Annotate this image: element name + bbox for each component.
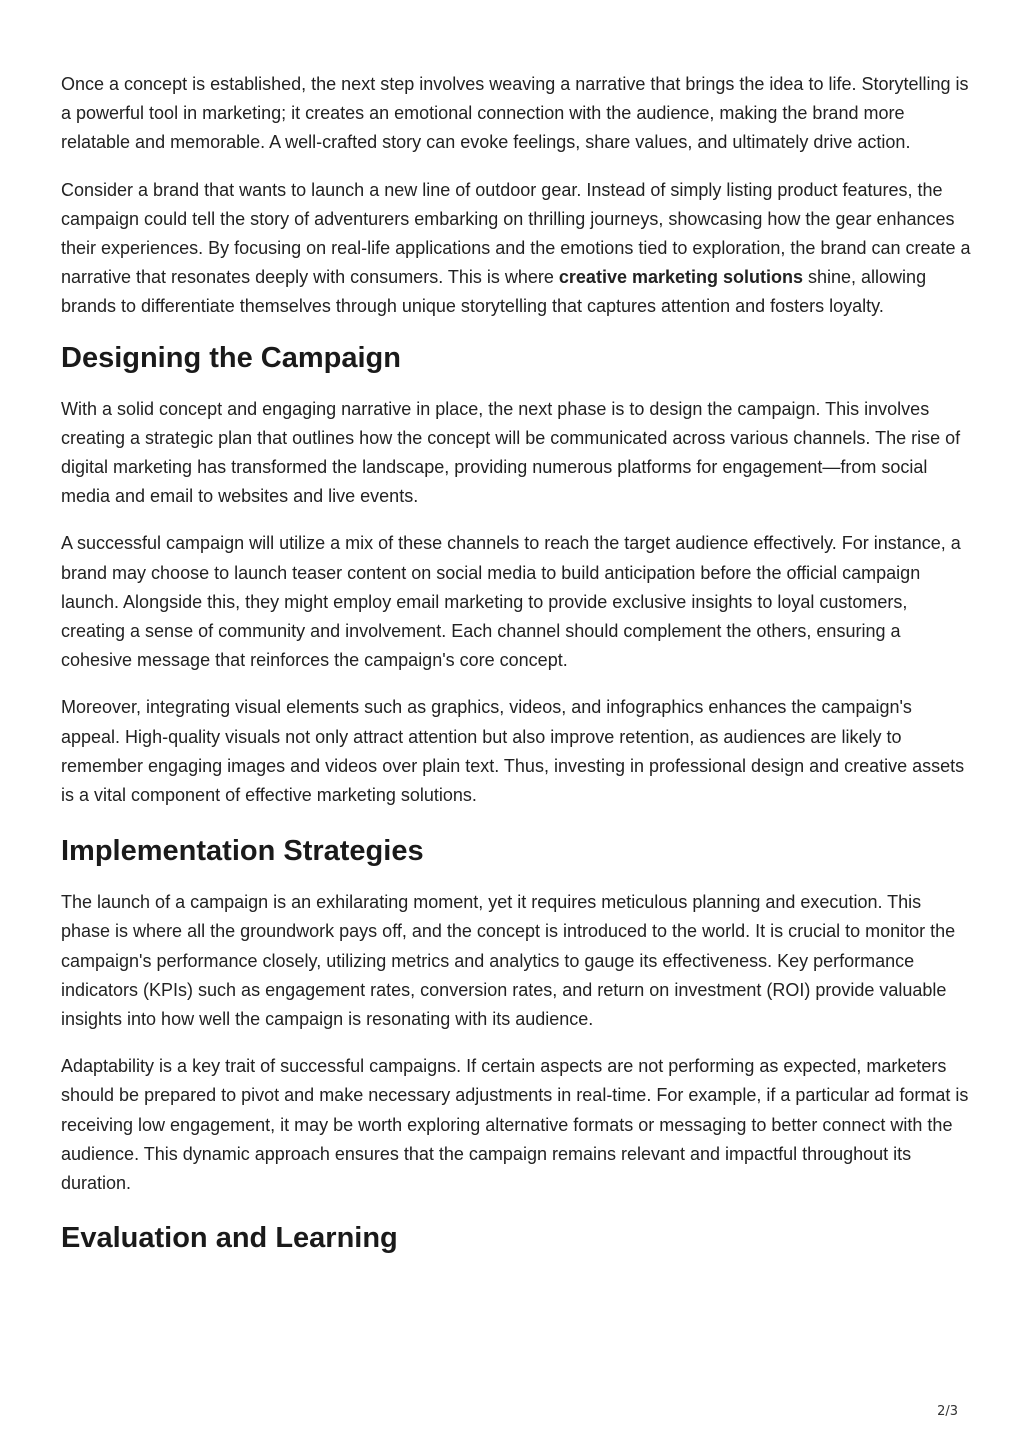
paragraph-visual-elements: Moreover, integrating visual elements such as graphics, videos, and infographics enhances the campaign's appeal. High-quality visuals not only attract attention but also improve retention, as audiences are likely to remember engaging images and videos over plain text. Thus, investing in professional design and creative assets is a vital component of effective marketing solutions. (61, 697, 965, 806)
paragraph-launch: The launch of a campaign is an exhilarating moment, yet it requires meticulous planning and execution. This phase is where all the groundwork pays off, and the concept is introduced to the world. It is crucial to monitor the campaign's performance closely, utilizing metrics and analytics to gauge its effectiveness. Key performance indicators (KPIs) such as engagement rates, conversion rates, and return on investment (ROI) provide valuable insights into how well the campaign is resonating with its audience. (61, 892, 956, 1030)
paragraph-outdoor-gear-example (61, 176, 971, 322)
paragraph-text: shine, allowing brands to differentiate themselves through unique storytelling that captures attention and fosters loyalty. (61, 267, 927, 317)
heading-implementation-strategies: Implementation Strategies (61, 835, 424, 868)
heading-evaluation-and-learning: Evaluation and Learning (61, 1222, 398, 1255)
page-number: 2/3 (937, 1404, 958, 1419)
paragraph-text: Consider a brand that wants to launch a new line of outdoor gear. Instead of simply listing product features, the campaign could tell the story of adventurers embarking on thrilling journeys, showcasing how the gear enhances their experiences. By focusing on real-life applications and the emotions tied to exploration, the brand can create a narrative that resonates deeply with consumers. This is where (61, 179, 971, 288)
heading-designing-the-campaign: Designing the Campaign (61, 341, 401, 374)
bold-phrase: creative marketing solutions (558, 267, 803, 288)
paragraph-storytelling: Once a concept is established, the next step involves weaving a narrative that brings the idea to life. Storytelling is a powerful tool in marketing; it creates an emotional connection with the audience, making the brand more relatable and memorable. A well-crafted story can evoke feelings, share values, and ultimately drive action. (61, 74, 969, 153)
paragraph-design-intro: With a solid concept and engaging narrative in place, the next phase is to design the campaign. This involves creating a strategic plan that outlines how the concept will be communicated across various channels. The rise of digital marketing has transformed the landscape, providing numerous platforms for engagement—from social media and email to websites and live events. (61, 398, 961, 507)
paragraph-adaptability: Adaptability is a key trait of successful campaigns. If certain aspects are not performing as expected, marketers should be prepared to pivot and make necessary adjustments in real-time. For example, if a particular ad format is receiving low engagement, it may be worth exploring alternative formats or messaging to better connect with the audience. This dynamic approach ensures that the campaign remains relevant and impactful throughout its duration. (61, 1056, 969, 1194)
paragraph-channel-mix: A successful campaign will utilize a mix of these channels to reach the target audience effectively. For instance, a brand may choose to launch teaser content on social media to build anticipation before the official campaign launch. Alongside this, they might employ email marketing to provide exclusive insights to loyal customers, creating a sense of community and involvement. Each channel should complement the others, ensuring a cohesive message that reinforces the campaign's core concept. (61, 533, 961, 671)
document-page (61, 70, 971, 1275)
